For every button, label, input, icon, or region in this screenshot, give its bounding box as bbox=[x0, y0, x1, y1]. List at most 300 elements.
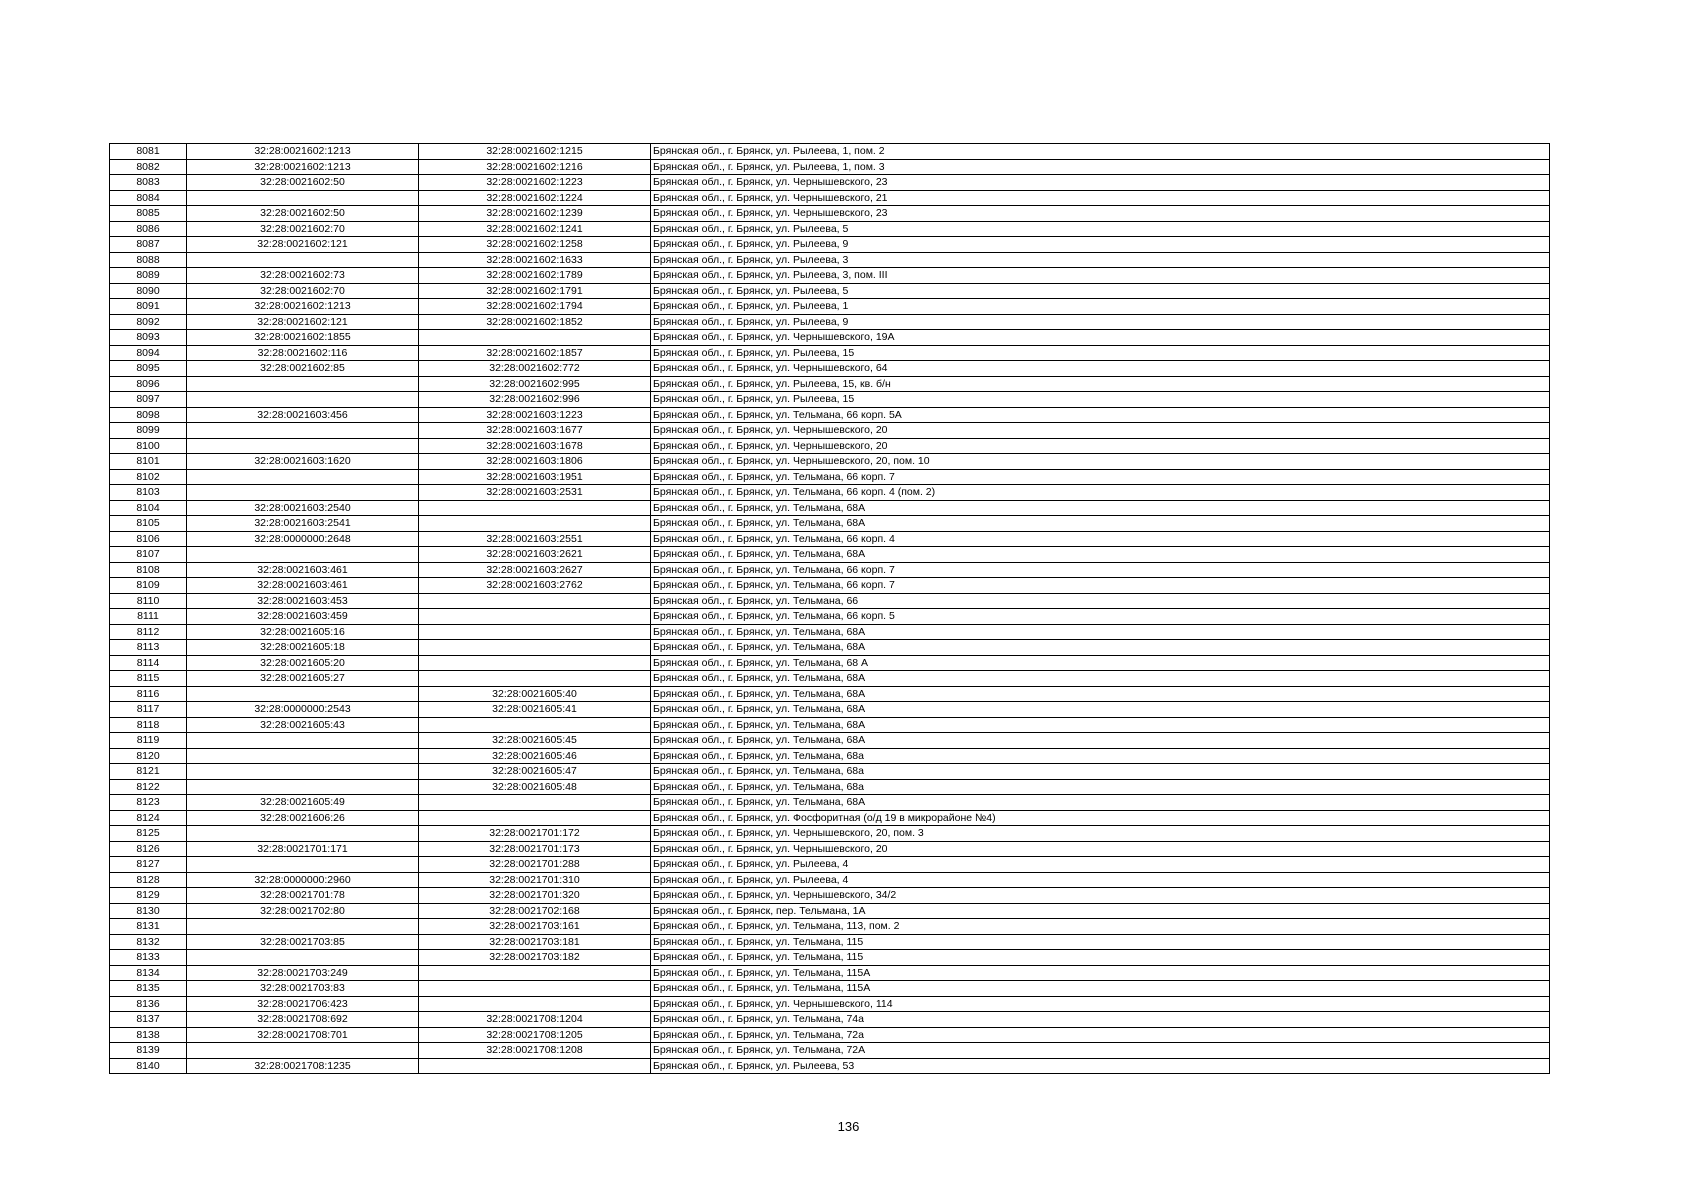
address-cell: Брянская обл., г. Брянск, ул. Рылеева, 4 bbox=[651, 857, 1550, 873]
cadastral-number-cell bbox=[187, 686, 419, 702]
object-cadastral-number-cell: 32:28:0021603:2621 bbox=[419, 547, 651, 563]
row-number-cell: 8112 bbox=[110, 624, 187, 640]
address-cell: Брянская обл., г. Брянск, ул. Тельмана, 66 корп. 5 bbox=[651, 609, 1550, 625]
object-cadastral-number-cell: 32:28:0021703:161 bbox=[419, 919, 651, 935]
table-row bbox=[110, 795, 1550, 811]
row-number-cell: 8102 bbox=[110, 469, 187, 485]
cadastral-number-cell bbox=[187, 423, 419, 439]
address-cell: Брянская обл., г. Брянск, ул. Тельмана, 115 bbox=[651, 934, 1550, 950]
table-row bbox=[110, 779, 1550, 795]
object-cadastral-number-cell: 32:28:0021602:996 bbox=[419, 392, 651, 408]
address-cell: Брянская обл., г. Брянск, ул. Тельмана, 113, пом. 2 bbox=[651, 919, 1550, 935]
row-number-cell: 8133 bbox=[110, 950, 187, 966]
table-row bbox=[110, 299, 1550, 315]
object-cadastral-number-cell bbox=[419, 655, 651, 671]
object-cadastral-number-cell: 32:28:0021708:1205 bbox=[419, 1027, 651, 1043]
cadastral-number-cell: 32:28:0021605:43 bbox=[187, 717, 419, 733]
address-cell: Брянская обл., г. Брянск, ул. Тельмана, 115А bbox=[651, 965, 1550, 981]
table-row bbox=[110, 392, 1550, 408]
table-row bbox=[110, 438, 1550, 454]
object-cadastral-number-cell bbox=[419, 996, 651, 1012]
cadastral-number-cell: 32:28:0021602:70 bbox=[187, 283, 419, 299]
object-cadastral-number-cell: 32:28:0021602:1258 bbox=[419, 237, 651, 253]
table-row bbox=[110, 950, 1550, 966]
row-number-cell: 8081 bbox=[110, 144, 187, 160]
object-cadastral-number-cell: 32:28:0021602:772 bbox=[419, 361, 651, 377]
object-cadastral-number-cell: 32:28:0021701:172 bbox=[419, 826, 651, 842]
address-cell: Брянская обл., г. Брянск, ул. Тельмана, 68А bbox=[651, 547, 1550, 563]
cadastral-number-cell: 32:28:0021602:50 bbox=[187, 206, 419, 222]
table-row bbox=[110, 810, 1550, 826]
cadastral-number-cell: 32:28:0021603:456 bbox=[187, 407, 419, 423]
object-cadastral-number-cell: 32:28:0021701:310 bbox=[419, 872, 651, 888]
table-row bbox=[110, 221, 1550, 237]
row-number-cell: 8137 bbox=[110, 1012, 187, 1028]
address-cell: Брянская обл., г. Брянск, ул. Чернышевского, 20, пом. 10 bbox=[651, 454, 1550, 470]
table-row bbox=[110, 748, 1550, 764]
object-cadastral-number-cell: 32:28:0021603:2762 bbox=[419, 578, 651, 594]
object-cadastral-number-cell: 32:28:0021602:1857 bbox=[419, 345, 651, 361]
address-cell: Брянская обл., г. Брянск, ул. Тельмана, 68А bbox=[651, 795, 1550, 811]
object-cadastral-number-cell: 32:28:0021605:47 bbox=[419, 764, 651, 780]
cadastral-number-cell: 32:28:0021605:49 bbox=[187, 795, 419, 811]
address-cell: Брянская обл., г. Брянск, ул. Тельмана, 74а bbox=[651, 1012, 1550, 1028]
object-cadastral-number-cell bbox=[419, 981, 651, 997]
address-cell: Брянская обл., г. Брянск, ул. Тельмана, 66 корп. 4 bbox=[651, 531, 1550, 547]
row-number-cell: 8129 bbox=[110, 888, 187, 904]
object-cadastral-number-cell bbox=[419, 624, 651, 640]
address-cell: Брянская обл., г. Брянск, ул. Чернышевского, 21 bbox=[651, 190, 1550, 206]
object-cadastral-number-cell: 32:28:0021708:1204 bbox=[419, 1012, 651, 1028]
address-cell: Брянская обл., г. Брянск, ул. Чернышевского, 20 bbox=[651, 841, 1550, 857]
address-cell: Брянская обл., г. Брянск, ул. Тельмана, 66 корп. 7 bbox=[651, 469, 1550, 485]
cadastral-number-cell: 32:28:0021708:701 bbox=[187, 1027, 419, 1043]
row-number-cell: 8094 bbox=[110, 345, 187, 361]
cadastral-number-cell: 32:28:0021605:20 bbox=[187, 655, 419, 671]
table-row bbox=[110, 686, 1550, 702]
row-number-cell: 8110 bbox=[110, 593, 187, 609]
row-number-cell: 8100 bbox=[110, 438, 187, 454]
table-row bbox=[110, 733, 1550, 749]
cadastral-number-cell: 32:28:0021603:461 bbox=[187, 578, 419, 594]
cadastral-number-cell bbox=[187, 190, 419, 206]
object-cadastral-number-cell: 32:28:0021605:46 bbox=[419, 748, 651, 764]
row-number-cell: 8140 bbox=[110, 1058, 187, 1074]
row-number-cell: 8125 bbox=[110, 826, 187, 842]
cadastral-number-cell: 32:28:0021603:2540 bbox=[187, 500, 419, 516]
cadastral-number-cell: 32:28:0021603:459 bbox=[187, 609, 419, 625]
table-row bbox=[110, 454, 1550, 470]
object-cadastral-number-cell: 32:28:0021602:1852 bbox=[419, 314, 651, 330]
cadastral-number-cell bbox=[187, 826, 419, 842]
cadastral-number-cell: 32:28:0021708:1235 bbox=[187, 1058, 419, 1074]
table-row bbox=[110, 593, 1550, 609]
table-row bbox=[110, 841, 1550, 857]
cadastral-number-cell: 32:28:0000000:2543 bbox=[187, 702, 419, 718]
row-number-cell: 8120 bbox=[110, 748, 187, 764]
cadastral-number-cell bbox=[187, 485, 419, 501]
row-number-cell: 8138 bbox=[110, 1027, 187, 1043]
object-cadastral-number-cell: 32:28:0021603:2551 bbox=[419, 531, 651, 547]
row-number-cell: 8091 bbox=[110, 299, 187, 315]
address-cell: Брянская обл., г. Брянск, ул. Рылеева, 5 bbox=[651, 283, 1550, 299]
cadastral-number-cell: 32:28:0021605:16 bbox=[187, 624, 419, 640]
object-cadastral-number-cell bbox=[419, 717, 651, 733]
object-cadastral-number-cell: 32:28:0021605:48 bbox=[419, 779, 651, 795]
cadastral-number-cell bbox=[187, 252, 419, 268]
cadastral-number-cell: 32:28:0021605:18 bbox=[187, 640, 419, 656]
row-number-cell: 8135 bbox=[110, 981, 187, 997]
table-row bbox=[110, 500, 1550, 516]
row-number-cell: 8095 bbox=[110, 361, 187, 377]
object-cadastral-number-cell bbox=[419, 671, 651, 687]
table-row bbox=[110, 485, 1550, 501]
row-number-cell: 8130 bbox=[110, 903, 187, 919]
row-number-cell: 8122 bbox=[110, 779, 187, 795]
table-row bbox=[110, 671, 1550, 687]
cadastral-number-cell: 32:28:0021603:453 bbox=[187, 593, 419, 609]
row-number-cell: 8082 bbox=[110, 159, 187, 175]
cadastral-number-cell bbox=[187, 376, 419, 392]
row-number-cell: 8090 bbox=[110, 283, 187, 299]
cadastral-number-cell: 32:28:0021605:27 bbox=[187, 671, 419, 687]
object-cadastral-number-cell: 32:28:0021602:995 bbox=[419, 376, 651, 392]
table-row bbox=[110, 981, 1550, 997]
table-row bbox=[110, 1027, 1550, 1043]
cadastral-number-cell: 32:28:0021602:73 bbox=[187, 268, 419, 284]
cadastral-number-cell: 32:28:0021603:461 bbox=[187, 562, 419, 578]
address-cell: Брянская обл., г. Брянск, ул. Рылеева, 3, пом. III bbox=[651, 268, 1550, 284]
table-row bbox=[110, 237, 1550, 253]
row-number-cell: 8113 bbox=[110, 640, 187, 656]
table-row bbox=[110, 159, 1550, 175]
row-number-cell: 8136 bbox=[110, 996, 187, 1012]
cadastral-number-cell bbox=[187, 950, 419, 966]
table-row bbox=[110, 640, 1550, 656]
object-cadastral-number-cell bbox=[419, 640, 651, 656]
address-cell: Брянская обл., г. Брянск, ул. Чернышевского, 114 bbox=[651, 996, 1550, 1012]
object-cadastral-number-cell: 32:28:0021603:1677 bbox=[419, 423, 651, 439]
cadastral-number-cell: 32:28:0021602:121 bbox=[187, 314, 419, 330]
cadastral-number-cell: 32:28:0021701:171 bbox=[187, 841, 419, 857]
table-row bbox=[110, 965, 1550, 981]
table-row bbox=[110, 578, 1550, 594]
table-row bbox=[110, 469, 1550, 485]
row-number-cell: 8105 bbox=[110, 516, 187, 532]
row-number-cell: 8089 bbox=[110, 268, 187, 284]
object-cadastral-number-cell bbox=[419, 795, 651, 811]
cadastral-number-cell bbox=[187, 764, 419, 780]
cadastral-number-cell: 32:28:0021602:1213 bbox=[187, 299, 419, 315]
cadastral-number-cell: 32:28:0021602:116 bbox=[187, 345, 419, 361]
row-number-cell: 8121 bbox=[110, 764, 187, 780]
object-cadastral-number-cell bbox=[419, 1058, 651, 1074]
row-number-cell: 8119 bbox=[110, 733, 187, 749]
object-cadastral-number-cell: 32:28:0021605:41 bbox=[419, 702, 651, 718]
table-row bbox=[110, 330, 1550, 346]
row-number-cell: 8103 bbox=[110, 485, 187, 501]
row-number-cell: 8092 bbox=[110, 314, 187, 330]
row-number-cell: 8096 bbox=[110, 376, 187, 392]
address-cell: Брянская обл., г. Брянск, ул. Тельмана, 66 корп. 4 (пом. 2) bbox=[651, 485, 1550, 501]
object-cadastral-number-cell: 32:28:0021602:1224 bbox=[419, 190, 651, 206]
object-cadastral-number-cell bbox=[419, 500, 651, 516]
row-number-cell: 8098 bbox=[110, 407, 187, 423]
address-cell: Брянская обл., г. Брянск, ул. Тельмана, 72А bbox=[651, 1043, 1550, 1059]
row-number-cell: 8127 bbox=[110, 857, 187, 873]
object-cadastral-number-cell: 32:28:0021702:168 bbox=[419, 903, 651, 919]
cadastral-number-cell bbox=[187, 748, 419, 764]
cadastral-number-cell: 32:28:0021702:80 bbox=[187, 903, 419, 919]
address-cell: Брянская обл., г. Брянск, ул. Рылеева, 15 bbox=[651, 392, 1550, 408]
cadastral-number-cell: 32:28:0021708:692 bbox=[187, 1012, 419, 1028]
cadastral-number-cell bbox=[187, 469, 419, 485]
table-row bbox=[110, 764, 1550, 780]
table-row bbox=[110, 717, 1550, 733]
cadastral-number-cell bbox=[187, 438, 419, 454]
table-row bbox=[110, 423, 1550, 439]
row-number-cell: 8104 bbox=[110, 500, 187, 516]
cadastral-number-cell bbox=[187, 779, 419, 795]
address-cell: Брянская обл., г. Брянск, ул. Тельмана, 115 bbox=[651, 950, 1550, 966]
cadastral-number-cell bbox=[187, 1043, 419, 1059]
object-cadastral-number-cell bbox=[419, 593, 651, 609]
row-number-cell: 8128 bbox=[110, 872, 187, 888]
cadastral-number-cell bbox=[187, 919, 419, 935]
table-row bbox=[110, 175, 1550, 191]
table-row bbox=[110, 547, 1550, 563]
cadastral-number-cell bbox=[187, 857, 419, 873]
address-cell: Брянская обл., г. Брянск, ул. Чернышевского, 19А bbox=[651, 330, 1550, 346]
object-cadastral-number-cell: 32:28:0021602:1239 bbox=[419, 206, 651, 222]
table-row bbox=[110, 268, 1550, 284]
table-row bbox=[110, 144, 1550, 160]
address-cell: Брянская обл., г. Брянск, ул. Тельмана, 68а bbox=[651, 779, 1550, 795]
cadastral-number-cell: 32:28:0000000:2648 bbox=[187, 531, 419, 547]
row-number-cell: 8134 bbox=[110, 965, 187, 981]
cadastral-number-cell: 32:28:0021602:1855 bbox=[187, 330, 419, 346]
cadastral-number-cell: 32:28:0021602:85 bbox=[187, 361, 419, 377]
object-cadastral-number-cell: 32:28:0021603:1223 bbox=[419, 407, 651, 423]
row-number-cell: 8084 bbox=[110, 190, 187, 206]
address-cell: Брянская обл., г. Брянск, ул. Рылеева, 15 bbox=[651, 345, 1550, 361]
cadastral-number-cell: 32:28:0021602:50 bbox=[187, 175, 419, 191]
table-row bbox=[110, 624, 1550, 640]
table-row bbox=[110, 903, 1550, 919]
object-cadastral-number-cell: 32:28:0021603:2531 bbox=[419, 485, 651, 501]
row-number-cell: 8126 bbox=[110, 841, 187, 857]
table-row bbox=[110, 1058, 1550, 1074]
address-cell: Брянская обл., г. Брянск, ул. Тельмана, 68А bbox=[651, 516, 1550, 532]
address-cell: Брянская обл., г. Брянск, пер. Тельмана, 1А bbox=[651, 903, 1550, 919]
row-number-cell: 8097 bbox=[110, 392, 187, 408]
object-cadastral-number-cell: 32:28:0021703:182 bbox=[419, 950, 651, 966]
address-cell: Брянская обл., г. Брянск, ул. Тельмана, 68А bbox=[651, 733, 1550, 749]
page-number: 136 bbox=[837, 1119, 860, 1134]
row-number-cell: 8107 bbox=[110, 547, 187, 563]
row-number-cell: 8111 bbox=[110, 609, 187, 625]
address-cell: Брянская обл., г. Брянск, ул. Рылеева, 1, пом. 3 bbox=[651, 159, 1550, 175]
table-row bbox=[110, 1043, 1550, 1059]
address-cell: Брянская обл., г. Брянск, ул. Рылеева, 15, кв. б/н bbox=[651, 376, 1550, 392]
registry-table-body bbox=[110, 144, 1550, 1074]
address-cell: Брянская обл., г. Брянск, ул. Тельмана, 115А bbox=[651, 981, 1550, 997]
object-cadastral-number-cell: 32:28:0021605:40 bbox=[419, 686, 651, 702]
row-number-cell: 8099 bbox=[110, 423, 187, 439]
object-cadastral-number-cell: 32:28:0021602:1241 bbox=[419, 221, 651, 237]
object-cadastral-number-cell: 32:28:0021602:1789 bbox=[419, 268, 651, 284]
object-cadastral-number-cell: 32:28:0021602:1794 bbox=[419, 299, 651, 315]
row-number-cell: 8116 bbox=[110, 686, 187, 702]
object-cadastral-number-cell: 32:28:0021603:1806 bbox=[419, 454, 651, 470]
row-number-cell: 8108 bbox=[110, 562, 187, 578]
cadastral-number-cell: 32:28:0021701:78 bbox=[187, 888, 419, 904]
object-cadastral-number-cell: 32:28:0021701:320 bbox=[419, 888, 651, 904]
cadastral-number-cell: 32:28:0021606:26 bbox=[187, 810, 419, 826]
object-cadastral-number-cell: 32:28:0021603:1951 bbox=[419, 469, 651, 485]
row-number-cell: 8087 bbox=[110, 237, 187, 253]
address-cell: Брянская обл., г. Брянск, ул. Тельмана, 68А bbox=[651, 671, 1550, 687]
row-number-cell: 8085 bbox=[110, 206, 187, 222]
table-row bbox=[110, 376, 1550, 392]
table-row bbox=[110, 190, 1550, 206]
address-cell: Брянская обл., г. Брянск, ул. Тельмана, 68 А bbox=[651, 655, 1550, 671]
address-cell: Брянская обл., г. Брянск, ул. Тельмана, 68а bbox=[651, 764, 1550, 780]
object-cadastral-number-cell bbox=[419, 965, 651, 981]
address-cell: Брянская обл., г. Брянск, ул. Тельмана, 66 bbox=[651, 593, 1550, 609]
address-cell: Брянская обл., г. Брянск, ул. Чернышевского, 64 bbox=[651, 361, 1550, 377]
table-row bbox=[110, 919, 1550, 935]
object-cadastral-number-cell: 32:28:0021603:1678 bbox=[419, 438, 651, 454]
row-number-cell: 8124 bbox=[110, 810, 187, 826]
cadastral-number-cell: 32:28:0021603:1620 bbox=[187, 454, 419, 470]
table-row bbox=[110, 314, 1550, 330]
table-row bbox=[110, 1012, 1550, 1028]
address-cell: Брянская обл., г. Брянск, ул. Тельмана, 66 корп. 7 bbox=[651, 578, 1550, 594]
address-cell: Брянская обл., г. Брянск, ул. Рылеева, 9 bbox=[651, 237, 1550, 253]
cadastral-number-cell: 32:28:0021703:249 bbox=[187, 965, 419, 981]
object-cadastral-number-cell: 32:28:0021603:2627 bbox=[419, 562, 651, 578]
address-cell: Брянская обл., г. Брянск, ул. Рылеева, 1 bbox=[651, 299, 1550, 315]
address-cell: Брянская обл., г. Брянск, ул. Чернышевского, 23 bbox=[651, 206, 1550, 222]
address-cell: Брянская обл., г. Брянск, ул. Тельмана, 68А bbox=[651, 500, 1550, 516]
cadastral-number-cell: 32:28:0021703:83 bbox=[187, 981, 419, 997]
row-number-cell: 8106 bbox=[110, 531, 187, 547]
address-cell: Брянская обл., г. Брянск, ул. Тельмана, 68А bbox=[651, 640, 1550, 656]
table-row bbox=[110, 206, 1550, 222]
cadastral-number-cell bbox=[187, 733, 419, 749]
object-cadastral-number-cell: 32:28:0021602:1216 bbox=[419, 159, 651, 175]
address-cell: Брянская обл., г. Брянск, ул. Рылеева, 1, пом. 2 bbox=[651, 144, 1550, 160]
object-cadastral-number-cell: 32:28:0021602:1633 bbox=[419, 252, 651, 268]
row-number-cell: 8132 bbox=[110, 934, 187, 950]
row-number-cell: 8093 bbox=[110, 330, 187, 346]
address-cell: Брянская обл., г. Брянск, ул. Рылеева, 4 bbox=[651, 872, 1550, 888]
object-cadastral-number-cell: 32:28:0021701:288 bbox=[419, 857, 651, 873]
cadastral-number-cell: 32:28:0021703:85 bbox=[187, 934, 419, 950]
cadastral-number-cell: 32:28:0021602:70 bbox=[187, 221, 419, 237]
address-cell: Брянская обл., г. Брянск, ул. Чернышевского, 20 bbox=[651, 423, 1550, 439]
cadastral-number-cell: 32:28:0021603:2541 bbox=[187, 516, 419, 532]
row-number-cell: 8115 bbox=[110, 671, 187, 687]
table-row bbox=[110, 407, 1550, 423]
cadastral-number-cell: 32:28:0021602:1213 bbox=[187, 144, 419, 160]
address-cell: Брянская обл., г. Брянск, ул. Чернышевского, 20, пом. 3 bbox=[651, 826, 1550, 842]
address-cell: Брянская обл., г. Брянск, ул. Тельмана, 68А bbox=[651, 717, 1550, 733]
table-row bbox=[110, 252, 1550, 268]
row-number-cell: 8123 bbox=[110, 795, 187, 811]
address-cell: Брянская обл., г. Брянск, ул. Тельмана, 72а bbox=[651, 1027, 1550, 1043]
object-cadastral-number-cell: 32:28:0021701:173 bbox=[419, 841, 651, 857]
table-row bbox=[110, 826, 1550, 842]
table-row bbox=[110, 361, 1550, 377]
table-row bbox=[110, 702, 1550, 718]
object-cadastral-number-cell bbox=[419, 330, 651, 346]
table-row bbox=[110, 655, 1550, 671]
row-number-cell: 8109 bbox=[110, 578, 187, 594]
table-row bbox=[110, 609, 1550, 625]
table-row bbox=[110, 516, 1550, 532]
row-number-cell: 8139 bbox=[110, 1043, 187, 1059]
table-row bbox=[110, 283, 1550, 299]
address-cell: Брянская обл., г. Брянск, ул. Рылеева, 53 bbox=[651, 1058, 1550, 1074]
table-row bbox=[110, 872, 1550, 888]
address-cell: Брянская обл., г. Брянск, ул. Тельмана, 68а bbox=[651, 748, 1550, 764]
address-cell: Брянская обл., г. Брянск, ул. Тельмана, 68А bbox=[651, 686, 1550, 702]
address-cell: Брянская обл., г. Брянск, ул. Тельмана, 68А bbox=[651, 702, 1550, 718]
row-number-cell: 8083 bbox=[110, 175, 187, 191]
table-row bbox=[110, 562, 1550, 578]
row-number-cell: 8118 bbox=[110, 717, 187, 733]
object-cadastral-number-cell: 32:28:0021703:181 bbox=[419, 934, 651, 950]
row-number-cell: 8114 bbox=[110, 655, 187, 671]
table-row bbox=[110, 934, 1550, 950]
address-cell: Брянская обл., г. Брянск, ул. Рылеева, 3 bbox=[651, 252, 1550, 268]
cadastral-number-cell: 32:28:0021602:121 bbox=[187, 237, 419, 253]
address-cell: Брянская обл., г. Брянск, ул. Фосфоритная (о/д 19 в микрорайоне №4) bbox=[651, 810, 1550, 826]
object-cadastral-number-cell: 32:28:0021602:1215 bbox=[419, 144, 651, 160]
object-cadastral-number-cell: 32:28:0021602:1791 bbox=[419, 283, 651, 299]
address-cell: Брянская обл., г. Брянск, ул. Рылеева, 9 bbox=[651, 314, 1550, 330]
address-cell: Брянская обл., г. Брянск, ул. Чернышевского, 20 bbox=[651, 438, 1550, 454]
object-cadastral-number-cell: 32:28:0021602:1223 bbox=[419, 175, 651, 191]
object-cadastral-number-cell bbox=[419, 810, 651, 826]
address-cell: Брянская обл., г. Брянск, ул. Рылеева, 5 bbox=[651, 221, 1550, 237]
table-row bbox=[110, 857, 1550, 873]
object-cadastral-number-cell bbox=[419, 516, 651, 532]
address-cell: Брянская обл., г. Брянск, ул. Тельмана, 66 корп. 7 bbox=[651, 562, 1550, 578]
address-cell: Брянская обл., г. Брянск, ул. Чернышевского, 34/2 bbox=[651, 888, 1550, 904]
object-cadastral-number-cell: 32:28:0021708:1208 bbox=[419, 1043, 651, 1059]
cadastral-number-cell: 32:28:0000000:2960 bbox=[187, 872, 419, 888]
property-registry-table bbox=[109, 143, 1550, 1074]
address-cell: Брянская обл., г. Брянск, ул. Тельмана, 68А bbox=[651, 624, 1550, 640]
table-row bbox=[110, 888, 1550, 904]
table-row bbox=[110, 996, 1550, 1012]
row-number-cell: 8131 bbox=[110, 919, 187, 935]
object-cadastral-number-cell: 32:28:0021605:45 bbox=[419, 733, 651, 749]
cadastral-number-cell: 32:28:0021706:423 bbox=[187, 996, 419, 1012]
row-number-cell: 8117 bbox=[110, 702, 187, 718]
address-cell: Брянская обл., г. Брянск, ул. Тельмана, 66 корп. 5А bbox=[651, 407, 1550, 423]
cadastral-number-cell bbox=[187, 547, 419, 563]
row-number-cell: 8088 bbox=[110, 252, 187, 268]
object-cadastral-number-cell bbox=[419, 609, 651, 625]
cadastral-number-cell bbox=[187, 392, 419, 408]
table-row bbox=[110, 531, 1550, 547]
address-cell: Брянская обл., г. Брянск, ул. Чернышевского, 23 bbox=[651, 175, 1550, 191]
cadastral-number-cell: 32:28:0021602:1213 bbox=[187, 159, 419, 175]
